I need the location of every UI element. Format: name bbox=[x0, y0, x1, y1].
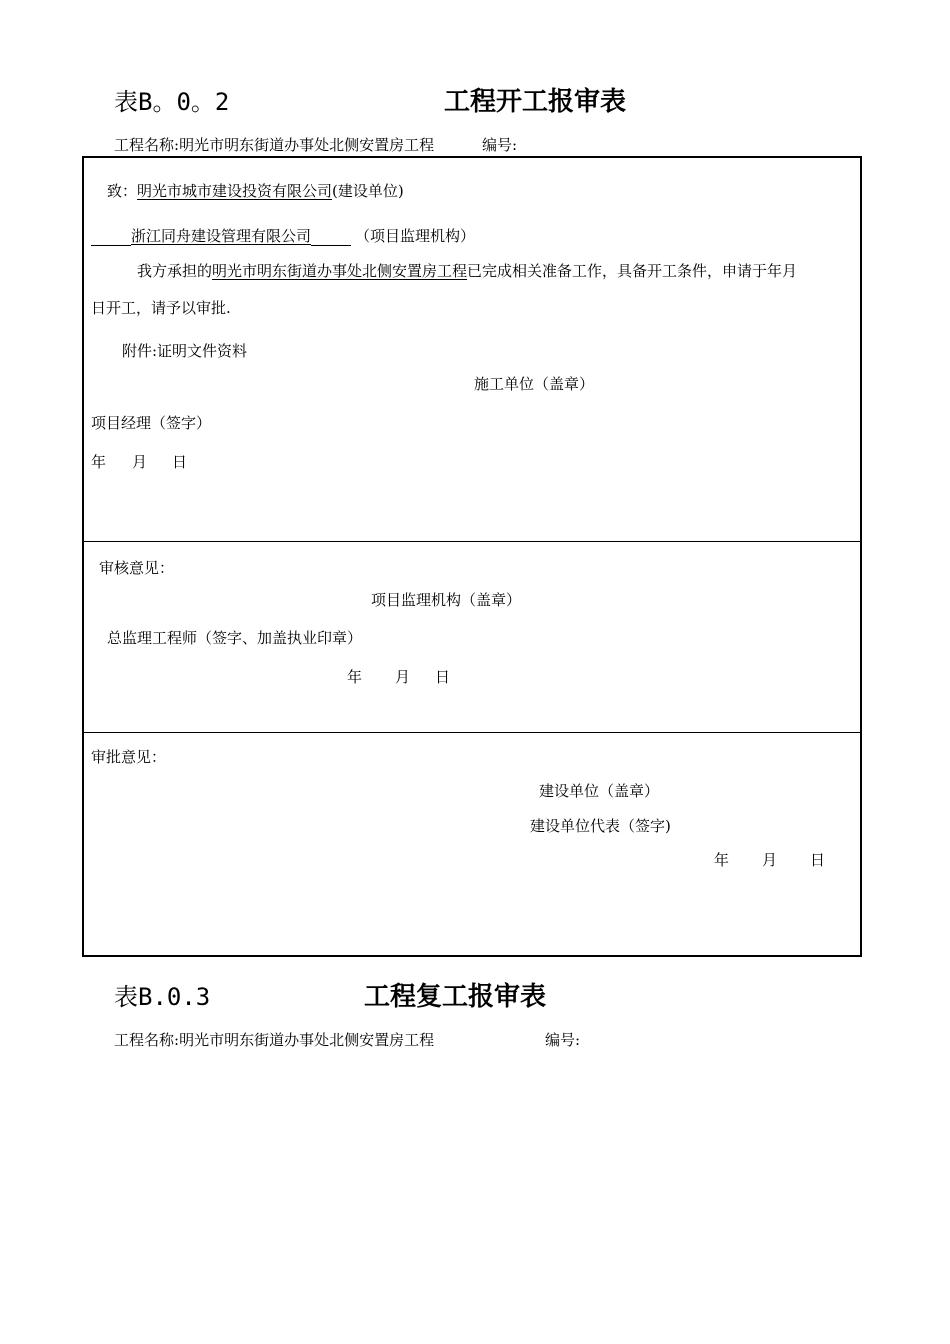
form-code: 表B.0.3 bbox=[114, 983, 211, 1011]
form-title: 工程开工报审表 bbox=[444, 87, 627, 117]
body-prefix: 我方承担的 bbox=[137, 262, 213, 280]
to-prefix: 致： bbox=[107, 182, 138, 200]
project-label: 工程名称: bbox=[114, 1031, 180, 1049]
body-line-1 bbox=[137, 260, 797, 281]
project-label: 工程名称: bbox=[114, 136, 180, 154]
body-rest: 已完成相关准备工作，具备开工条件，申请于年月 bbox=[467, 262, 798, 280]
review-label: 审核意见： bbox=[99, 559, 175, 577]
date-year: 年 bbox=[714, 851, 730, 869]
date-day: 日 bbox=[435, 668, 451, 686]
supervisor-seal: 项目监理机构（盖章） bbox=[371, 591, 522, 609]
owner-seal: 建设单位（盖章） bbox=[539, 782, 660, 800]
owner-suffix: (建设单位) bbox=[332, 182, 404, 200]
form-title: 工程复工报审表 bbox=[364, 982, 547, 1012]
supervisor-name: 浙江同舟建设管理有限公司 bbox=[131, 227, 312, 245]
owner-name: 明光市城市建设投资有限公司 bbox=[137, 182, 333, 200]
chief-sign: 总监理工程师（签字、加盖执业印章） bbox=[107, 629, 363, 647]
project-line bbox=[114, 134, 434, 155]
body-project: 明光市明东街道办事处北侧安置房工程 bbox=[212, 262, 468, 280]
project-name: 明光市明东街道办事处北侧安置房工程 bbox=[179, 136, 435, 154]
date-day: 日 bbox=[810, 851, 826, 869]
date-day: 日 bbox=[172, 453, 188, 471]
owner-rep-sign: 建设单位代表（签字) bbox=[530, 817, 671, 835]
section-divider bbox=[82, 732, 860, 733]
attachment: 附件:证明文件资料 bbox=[122, 342, 248, 360]
pm-sign: 项目经理（签字） bbox=[91, 414, 212, 432]
approval-label: 审批意见： bbox=[91, 748, 167, 766]
date-month: 月 bbox=[132, 453, 148, 471]
project-name: 明光市明东街道办事处北侧安置房工程 bbox=[179, 1031, 435, 1049]
date-month: 月 bbox=[395, 668, 411, 686]
addressee-line bbox=[107, 180, 404, 201]
date-year: 年 bbox=[347, 668, 363, 686]
contractor-seal: 施工单位（盖章） bbox=[474, 375, 595, 393]
supervisor-suffix: （项目监理机构） bbox=[355, 227, 476, 245]
number-label: 编号: bbox=[545, 1031, 581, 1049]
form-code: 表B。0。2 bbox=[114, 88, 230, 116]
date-month: 月 bbox=[762, 851, 778, 869]
underline-blank bbox=[311, 228, 351, 246]
number-label: 编号: bbox=[482, 136, 518, 154]
section-divider bbox=[82, 541, 860, 542]
supervisor-line bbox=[91, 225, 475, 246]
underline-blank bbox=[91, 228, 131, 246]
body-line-2: 日开工，请予以审批. bbox=[91, 299, 231, 317]
date-year: 年 bbox=[91, 453, 107, 471]
project-line bbox=[114, 1029, 434, 1050]
